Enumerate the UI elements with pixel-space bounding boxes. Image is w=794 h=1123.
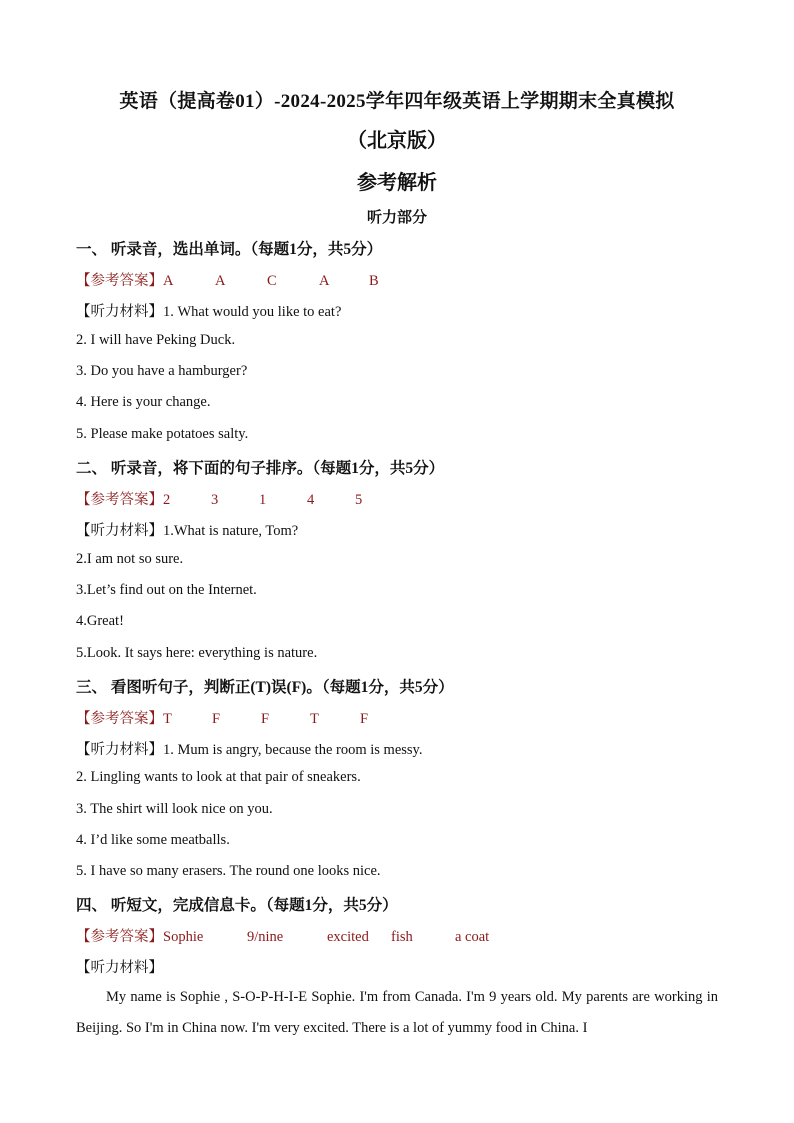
answer-value: A [215,273,226,289]
section-4-material-label: 【听力材料】 [76,960,163,976]
section-1-material-5: 5. Please make potatoes salty. [76,426,249,442]
section-1-material-4: 4. Here is your change. [76,394,211,410]
answer-value: excited [327,929,369,945]
section-1-heading: 一、 听录音，选出单词。（每题1分，共5分） [76,241,383,258]
answer-label: 【参考答案】 [76,711,163,727]
answer-value: Sophie [163,929,204,945]
answer-value: C [267,273,277,289]
answer-label: 【参考答案】 [76,492,163,508]
section-3-answers [76,707,726,728]
answer-value: F [360,711,369,727]
listening-part-heading: 听力部分 [366,210,427,226]
answer-value: 3 [211,492,219,508]
section-2-material-3: 3.Let’s find out on the Internet. [76,582,257,598]
material-text: 1.What is nature, Tom? [163,523,299,539]
section-1-material-2: 2. I will have Peking Duck. [76,332,236,348]
section-3-material-1 [76,738,726,759]
answer-value: fish [391,929,413,945]
section-2-material-1 [76,519,726,540]
section-3-material-5: 5. I have so many erasers. The round one looks nice. [76,863,381,879]
material-label: 【听力材料】 [76,304,163,320]
answer-value: B [369,273,379,289]
section-3-material-4: 4. I’d like some meatballs. [76,832,230,848]
answer-value: F [212,711,221,727]
answer-value: 9/nine [247,929,284,945]
answer-value: T [163,711,172,727]
answer-value: 4 [307,492,315,508]
section-2-material-5: 5.Look. It says here: everything is nature. [76,645,318,661]
material-label: 【听力材料】 [76,523,163,539]
answer-value: a coat [455,929,490,945]
section-2-heading: 二、 听录音，将下面的句子排序。（每题1分，共5分） [76,460,445,477]
answer-label: 【参考答案】 [76,929,163,945]
section-3-material-2: 2. Lingling wants to look at that pair of sneakers. [76,769,361,785]
section-4-answers [76,925,726,946]
section-1-material-3: 3. Do you have a hamburger? [76,363,248,379]
material-text: 1. Mum is angry, because the room is messy. [163,742,423,758]
material-text: 1. What would you like to eat? [163,304,342,320]
section-1-answers [76,269,726,290]
answer-value: T [310,711,319,727]
section-2-material-4: 4.Great! [76,613,124,629]
answer-label: 【参考答案】 [76,273,163,289]
material-label: 【听力材料】 [76,742,163,758]
answer-value: 2 [163,492,171,508]
section-3-heading: 三、 看图听句子，判断正(T)误(F)。（每题1分，共5分） [76,679,454,696]
document-title: 英语（提高卷01）-2024-2025学年四年级英语上学期期末全真模拟 [119,91,675,112]
answer-value: F [261,711,270,727]
answer-value: 1 [259,492,267,508]
answer-value: 5 [355,492,363,508]
section-2-material-2: 2.I am not so sure. [76,551,184,567]
section-4-passage: My name is Sophie , S-O-P-H-I-E Sophie. I'm from Canada. I'm 9 years old. My parents are working in Beijing. So I'm in China now. I'm very excited. There is a lot of yummy food in China. I [76,989,718,1036]
section-4-heading: 四、 听短文，完成信息卡。（每题1分，共5分） [76,897,398,914]
answer-value: A [163,273,174,289]
section-1-material-1 [76,300,726,321]
doc-heading: 参考解析 [357,172,437,194]
section-3-material-3: 3. The shirt will look nice on you. [76,801,273,817]
answer-value: A [319,273,330,289]
edition-label: （北京版） [347,130,447,152]
section-2-answers [76,488,726,509]
